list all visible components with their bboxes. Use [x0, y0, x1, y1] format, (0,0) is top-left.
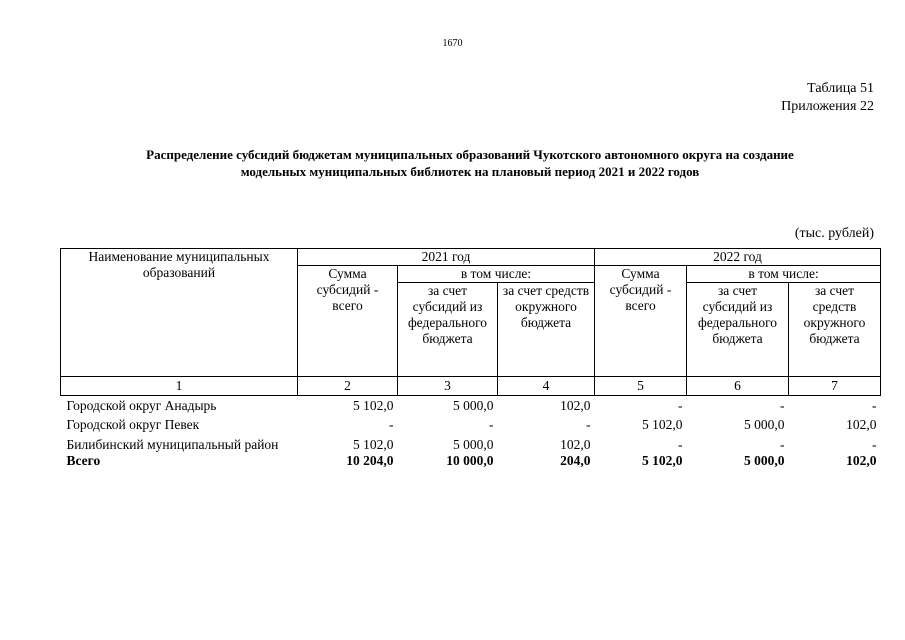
document-title: [60, 146, 880, 180]
column-number: 3: [398, 377, 498, 396]
row-value: 5 000,0: [453, 398, 494, 413]
total-value: 10 000,0: [446, 452, 494, 468]
header-including-2021: в том числе:: [398, 266, 595, 283]
column-number: 6: [687, 377, 789, 396]
row-value: -: [678, 436, 683, 452]
total-value: 5 102,0: [642, 452, 683, 468]
total-row: [61, 453, 881, 469]
table-number: Таблица 51: [807, 81, 874, 96]
total-value: 10 204,0: [346, 452, 394, 468]
row-value: 5 000,0: [744, 416, 785, 432]
row-name: Городской округ Анадырь: [66, 398, 217, 413]
subsidy-table: [60, 248, 881, 469]
column-number: 1: [61, 377, 298, 396]
row-value: -: [678, 398, 683, 413]
row-value: -: [489, 416, 494, 432]
header-including-2022: в том числе:: [687, 266, 881, 283]
header-federal-2021: за счет субсидий из федерального бюджета: [398, 283, 498, 377]
row-value: 5 102,0: [353, 398, 394, 413]
title-line-1: Распределение субсидий бюджетам муниципальных образований Чукотского автономного округа на создание: [146, 147, 794, 162]
column-number: 4: [498, 377, 595, 396]
header-year-2021: 2021 год: [298, 249, 595, 266]
row-value: -: [872, 436, 877, 452]
header-total-2021: Сумма субсидий - всего: [298, 266, 398, 377]
total-value: 5 000,0: [744, 452, 785, 468]
row-value: -: [872, 398, 877, 413]
row-value: -: [586, 416, 591, 432]
row-value: 102,0: [846, 416, 877, 432]
row-value: -: [389, 416, 394, 432]
title-line-2: модельных муниципальных библиотек на плановый период 2021 и 2022 годов: [240, 164, 700, 179]
appendix-number: Приложения 22: [781, 99, 874, 114]
header-regional-2022: за счет средств окружного бюджета: [789, 283, 881, 377]
row-value: 102,0: [560, 398, 591, 413]
column-number: 5: [595, 377, 687, 396]
header-name-column: Наименование муниципальных образований: [61, 249, 298, 377]
table-row: [61, 417, 881, 437]
row-value: 5 102,0: [642, 416, 683, 432]
header-regional-2021: за счет средств окружного бюджета: [498, 283, 595, 377]
row-value: 102,0: [560, 436, 591, 452]
row-value: -: [780, 398, 785, 413]
column-number: 7: [789, 377, 881, 396]
row-value: -: [780, 436, 785, 452]
page-number: 1670: [442, 38, 463, 49]
total-value: 102,0: [846, 452, 877, 468]
table-reference: [781, 80, 874, 116]
header-federal-2022: за счет субсидий из федерального бюджета: [687, 283, 789, 377]
row-value: 5 102,0: [353, 436, 394, 452]
row-value: 5 000,0: [453, 436, 494, 452]
units-label: (тыс. рублей): [794, 226, 874, 241]
row-name: Городской округ Певек: [66, 416, 200, 432]
header-year-2022: 2022 год: [595, 249, 881, 266]
table-row: [61, 437, 881, 453]
row-name: Билибинский муниципальный район: [66, 436, 279, 452]
total-value: 204,0: [560, 452, 591, 468]
column-number: 2: [298, 377, 398, 396]
table-row: [61, 396, 881, 417]
total-label: Всего: [66, 452, 101, 468]
header-total-2022: Сумма субсидий - всего: [595, 266, 687, 377]
